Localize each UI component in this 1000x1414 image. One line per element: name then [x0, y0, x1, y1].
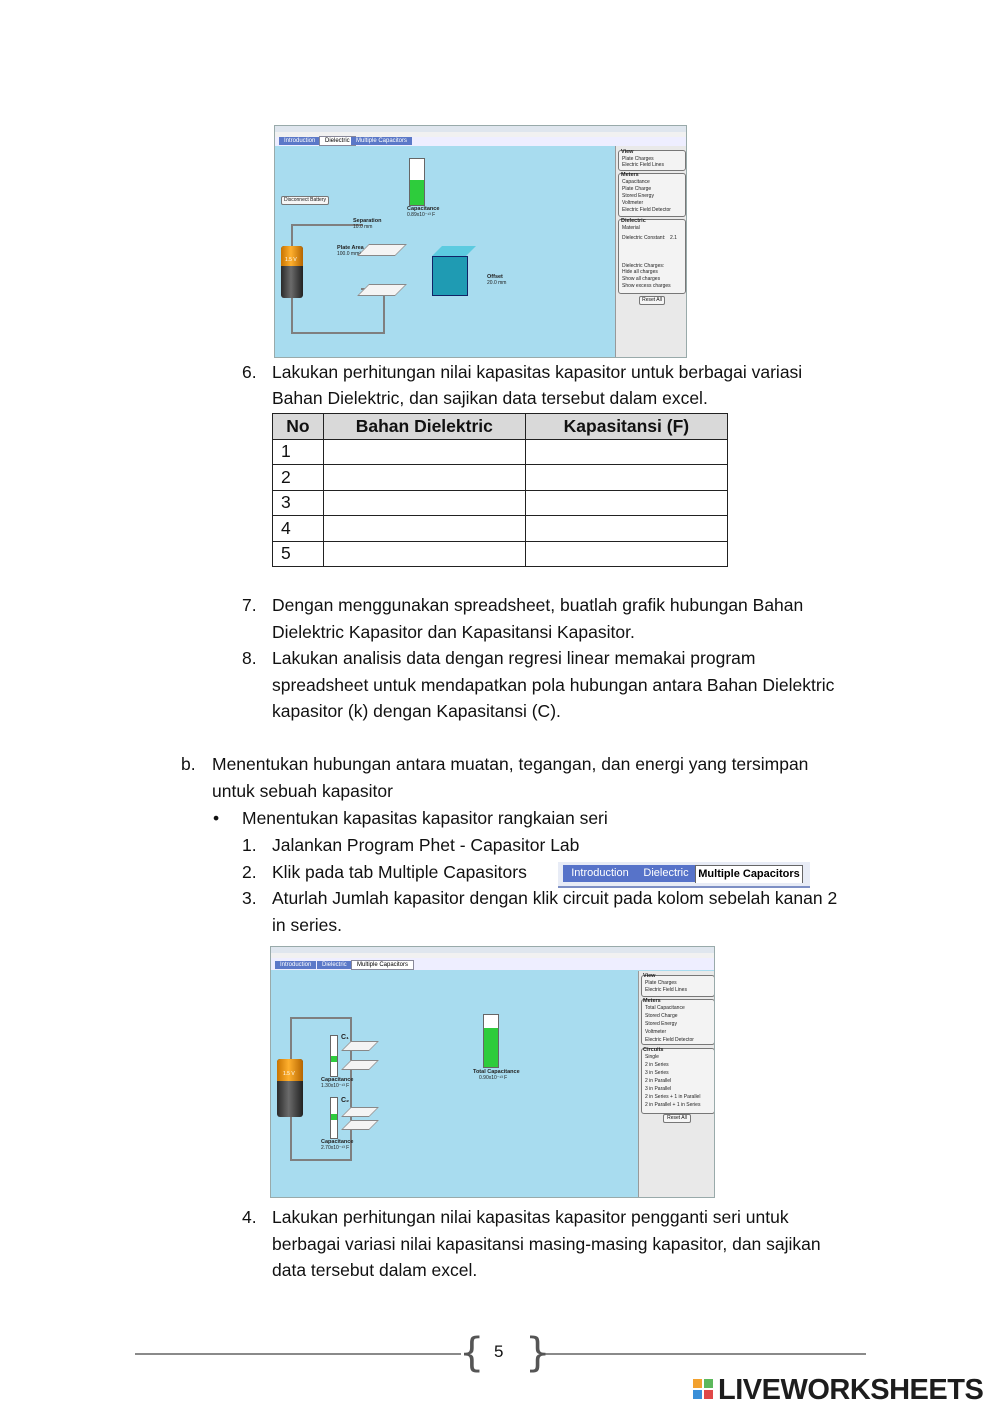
liveworksheets-brand: LIVEWORKSHEETS	[718, 1374, 984, 1406]
cap2-label: Capacitance	[321, 1139, 354, 1145]
offset-value: 20.0 mm	[487, 280, 507, 286]
section-b-letter: b.	[181, 754, 196, 774]
sim-tab-introduction[interactable]: Introduction	[279, 137, 320, 145]
reset-all-button[interactable]: Reset All	[639, 296, 665, 305]
table-row	[273, 541, 728, 567]
header-kapasitansi: Kapasitansi (F)	[525, 414, 727, 440]
footer-line-right	[540, 1353, 866, 1355]
data-table	[272, 413, 728, 567]
row-number-cell: 1	[273, 439, 324, 465]
meter-voltmeter[interactable]: Voltmeter	[622, 200, 644, 206]
step-4-line-2: berbagai variasi nilai kapasitansi masing-masing kapasitor, dan sajikan	[272, 1234, 821, 1254]
total-capacitance-value: 0.90x10⁻¹³ F	[479, 1075, 508, 1081]
control-panel-2	[638, 971, 715, 1197]
circuits-title: Circuits	[643, 1047, 664, 1053]
sim2-tab-multiple-capacitors[interactable]: Multiple Capacitors	[351, 960, 414, 970]
page-number: 5	[494, 1342, 504, 1361]
step-3-line-1: Aturlah Jumlah kapasitor dengan klik circuit pada kolom sebelah kanan 2	[272, 888, 838, 908]
view-field-lines[interactable]: Electric Field Lines	[622, 162, 664, 168]
bahan-dielektric-cell[interactable]	[323, 439, 525, 465]
step-2-text: Klik pada tab Multiple Capasitors	[272, 862, 527, 882]
c2-slider[interactable]	[330, 1097, 338, 1139]
footer-line-left	[135, 1353, 461, 1355]
dielectric-constant-value[interactable]: 2.1	[670, 235, 677, 241]
cap2-value: 2.70x10⁻¹³ F	[321, 1145, 350, 1151]
table-body	[273, 439, 728, 567]
capacitance-meter[interactable]	[409, 158, 425, 206]
circuit-3-series[interactable]: 3 in Series	[645, 1070, 669, 1076]
row-number-cell: 5	[273, 541, 324, 567]
capacitance-label: Capacitance	[407, 206, 440, 212]
tabstrip-introduction[interactable]: Introduction	[563, 865, 637, 882]
dielectric-charges-label: Dielectric Charges:	[622, 263, 665, 269]
sim2-tab-dielectric[interactable]: Dielectric	[317, 961, 352, 969]
item-7-line-2: Dielektric Kapasitor dan Kapasitansi Kapasitor.	[272, 622, 635, 642]
dielectric-constant-label: Dielectric Constant:	[622, 235, 666, 241]
meters-title: Meters	[621, 172, 639, 178]
item-8-line-3: kapasitor (k) dengan Kapasitansi (C).	[272, 701, 561, 721]
footer-right-brace: }	[525, 1330, 551, 1376]
dielectric-material[interactable]: Material	[622, 225, 640, 231]
sim-tab-dielectric[interactable]: Dielectric	[319, 136, 356, 146]
c2-label: C₂	[341, 1097, 350, 1104]
tabstrip-multiple-capacitors[interactable]: Multiple Capacitors	[695, 865, 803, 883]
meters-title-2: Meters	[643, 998, 661, 1004]
step-2-number: 2.	[242, 862, 257, 882]
dielectric-block-top	[432, 246, 476, 256]
section-b-line-1: Menentukan hubungan antara muatan, tegangan, dan energi yang tersimpan	[212, 754, 809, 774]
c1-label: C₁	[341, 1034, 349, 1041]
top-plate[interactable]	[357, 244, 407, 256]
plate-area-value: 100.0 mm²	[337, 251, 361, 257]
step-4-number: 4.	[242, 1207, 257, 1227]
circuit-2-series[interactable]: 2 in Series	[645, 1062, 669, 1068]
row-number-cell: 3	[273, 490, 324, 516]
dielectric-block[interactable]	[432, 256, 468, 296]
header-bahan-dielektric: Bahan Dielektric	[323, 414, 525, 440]
bahan-dielektric-cell[interactable]	[323, 541, 525, 567]
meter-stored-energy[interactable]: Stored Energy	[622, 193, 654, 199]
c1-slider-fill	[331, 1056, 337, 1062]
view-title: View	[621, 149, 634, 155]
view2-plate-charges[interactable]: Plate Charges	[645, 980, 677, 986]
meter2-total-capacitance[interactable]: Total Capacitance	[645, 1005, 685, 1011]
step-3-line-2: in series.	[272, 915, 343, 935]
step-4-line-3: data tersebut dalam excel.	[272, 1260, 478, 1280]
item-6-line-2: Bahan Dielektric, dan sajikan data tersebut dalam excel.	[272, 388, 708, 408]
bahan-dielektric-cell[interactable]	[323, 465, 525, 491]
table-row	[273, 439, 728, 465]
meter-field-detector[interactable]: Electric Field Detector	[622, 207, 671, 213]
dielectric-opt-show-excess[interactable]: Show excess charges	[622, 283, 671, 289]
total-capacitance-meter[interactable]	[483, 1014, 499, 1068]
battery-2[interactable]	[277, 1059, 303, 1117]
kapasitansi-cell[interactable]	[525, 516, 727, 542]
reset-all-button-2[interactable]: Reset All	[663, 1114, 691, 1123]
bahan-dielektric-cell[interactable]	[323, 516, 525, 542]
item-8-line-2: spreadsheet untuk mendapatkan pola hubungan antara Bahan Dielektric	[272, 675, 835, 695]
circuit-3-parallel[interactable]: 3 in Parallel	[645, 1086, 672, 1092]
header-no: No	[273, 414, 324, 440]
item-8-number: 8.	[242, 648, 257, 668]
sim-tab-multiple-capacitors[interactable]: Multiple Capacitors	[351, 137, 412, 145]
section-b-line-2: untuk sebuah kapasitor	[212, 781, 393, 801]
dielectric-title: Dielectric	[621, 218, 646, 224]
step-3-number: 3.	[242, 888, 257, 908]
bottom-plate[interactable]	[357, 284, 407, 296]
kapasitansi-cell[interactable]	[525, 439, 727, 465]
item-6-number: 6.	[242, 362, 257, 382]
bullet-icon: •	[213, 808, 220, 828]
circuit-single[interactable]: Single	[645, 1054, 659, 1060]
view-title-2: View	[643, 973, 656, 979]
dielectric-sim-screenshot	[274, 125, 687, 358]
separation-label: Separation	[353, 218, 382, 224]
table-row	[273, 490, 728, 516]
capacitance-value: 0.89x10⁻¹³ F	[407, 212, 436, 218]
dielectric-opt-hide[interactable]: Hide all charges	[622, 269, 658, 275]
step-4-line-1: Lakukan perhitungan nilai kapasitas kapasitor pengganti seri untuk	[272, 1207, 789, 1227]
row-number-cell: 4	[273, 516, 324, 542]
kapasitansi-cell[interactable]	[525, 490, 727, 516]
offset-label: Offset	[487, 274, 503, 280]
footer-left-brace: {	[459, 1330, 485, 1376]
meter2-voltmeter[interactable]: Voltmeter	[645, 1029, 667, 1035]
tabstrip-dielectric[interactable]: Dielectric	[637, 865, 695, 882]
meter2-field-detector[interactable]: Electric Field Detector	[645, 1037, 694, 1043]
separation-value: 10.0 mm	[353, 224, 373, 230]
meter-plate-charge[interactable]: Plate Charge	[622, 186, 652, 192]
circuit-2-parallel-1-series[interactable]: 2 in Parallel + 1 in Series	[645, 1102, 701, 1108]
battery[interactable]	[281, 246, 303, 298]
step-1-text: Jalankan Program Phet - Capasitor Lab	[272, 835, 580, 855]
meter2-stored-energy[interactable]: Stored Energy	[645, 1021, 677, 1027]
cap1-label: Capacitance	[321, 1077, 354, 1083]
view2-field-lines[interactable]: Electric Field Lines	[645, 987, 687, 993]
total-capacitance-meter-fill	[484, 1028, 498, 1067]
kapasitansi-cell[interactable]	[525, 465, 727, 491]
view-plate-charges[interactable]: Plate Charges	[622, 156, 654, 162]
item-8-line-1: Lakukan analisis data dengan regresi linear memakai program	[272, 648, 756, 668]
bullet-text: Menentukan kapasitas kapasitor rangkaian seri	[242, 808, 608, 828]
step-1-number: 1.	[242, 835, 257, 855]
c1-slider[interactable]	[330, 1035, 338, 1077]
total-capacitance-label: Total Capacitance	[473, 1069, 520, 1075]
cap1-value: 1.30x10⁻¹³ F	[321, 1083, 350, 1089]
disconnect-battery-button[interactable]: Disconnect Battery	[281, 196, 329, 205]
battery-voltage: 1.5 V	[285, 257, 297, 263]
meter2-stored-charge[interactable]: Stored Charge	[645, 1013, 678, 1019]
multiple-capacitors-sim-screenshot	[270, 946, 715, 1198]
item-6-line-1: Lakukan perhitungan nilai kapasitas kapasitor untuk berbagai variasi	[272, 362, 803, 382]
kapasitansi-cell[interactable]	[525, 541, 727, 567]
meter-capacitance[interactable]: Capacitance	[622, 179, 650, 185]
c2-slider-fill	[331, 1114, 337, 1120]
capacitance-meter-fill	[410, 180, 424, 205]
liveworksheets-logo-icon	[693, 1379, 713, 1399]
bahan-dielektric-cell[interactable]	[323, 490, 525, 516]
plate-area-label: Plate Area	[337, 245, 364, 251]
control-panel	[615, 146, 687, 357]
sim2-tab-introduction[interactable]: Introduction	[275, 961, 316, 969]
table-row	[273, 516, 728, 542]
row-number-cell: 2	[273, 465, 324, 491]
circuit-2-parallel[interactable]: 2 in Parallel	[645, 1078, 672, 1084]
circuit-2-series-1-parallel[interactable]: 2 in Series + 1 in Parallel	[645, 1094, 701, 1100]
table-row	[273, 465, 728, 491]
dielectric-opt-show-all[interactable]: Show all charges	[622, 276, 661, 282]
item-7-line-1: Dengan menggunakan spreadsheet, buatlah grafik hubungan Bahan	[272, 595, 804, 615]
battery-2-voltage: 1.5 V	[283, 1071, 295, 1077]
item-7-number: 7.	[242, 595, 257, 615]
